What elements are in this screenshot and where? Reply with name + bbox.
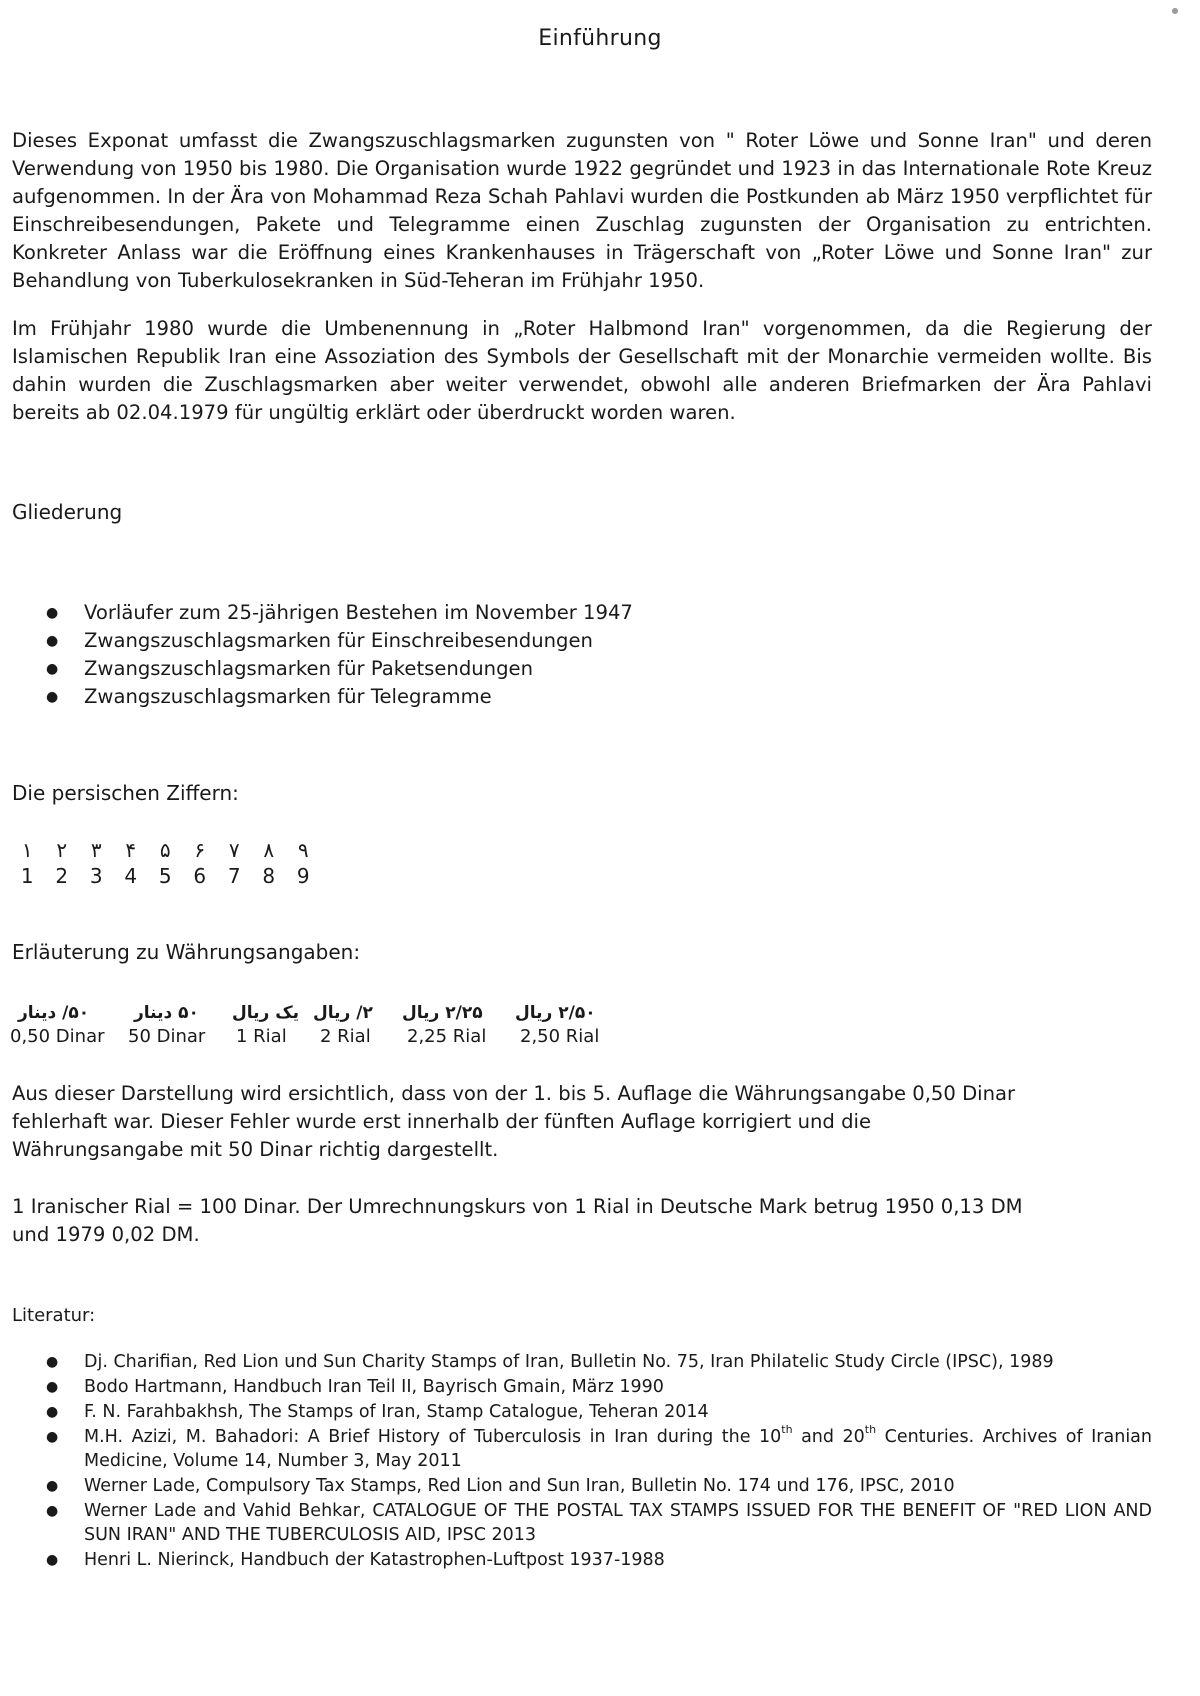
latin-digits-row [10, 864, 321, 888]
intro-paragraph-1: Dieses Exponat umfasst die Zwangszuschlagsmarken zugunsten von " Roter Löwe und Sonne Iran" und deren Verwendung von 1950 bis 1980. Die Organisation wurde 1922 gegründet und 1923 in das Internationale Rote Kreuz aufgenommen. In der Ära von Mohammad Reza Schah Pahlavi wurden die Postkunden ab März 1950 verpflichtet für Einschreibesendungen, Pakete und Telegramme einen Zuschlag zugunsten der Organisation zu entrichten. Konkreter Anlass war die Eröffnung eines Krankenhauses in Trägerschaft von „Roter Löwe und Sonne Iran" zur Behandlung von Tuberkulosekranken in Süd-Teheran im Frühjahr 1950. [12, 129, 1152, 292]
persian-digit: ۶ [194, 838, 206, 862]
latin-digit: 3 [89, 864, 103, 888]
gliederung-list [42, 599, 1152, 711]
currency-latin-label: 0,50 Dinar [10, 1026, 105, 1047]
bullet-icon: ● [46, 633, 59, 649]
bullet-icon: ● [46, 661, 59, 677]
intro-paragraph-2: Im Frühjahr 1980 wurde die Umbenennung in „Roter Halbmond Iran" vorgenommen, da die Regierung der Islamischen Republik Iran eine Assoziation des Symbols der Gesellschaft mit der Monarchie vermeiden wollte. Bis dahin wurden die Zuschlagsmarken aber weiter verwendet, obwohl alle anderen Briefmarken der Ära Pahlavi bereits ab 02.04.1979 für ungültig erklärt oder überdruckt worden waren. [12, 317, 1152, 424]
persian-digit: ۵ [159, 838, 171, 862]
currency-latin-label: 2,50 Rial [520, 1026, 600, 1047]
list-item: ● Dj. Charifian, Red Lion und Sun Charity Stamps of Iran, Bulletin No. 75, Iran Philatelic Study Circle (IPSC), 1989 [46, 1352, 1054, 1372]
list-item: ● Werner Lade, Compulsory Tax Stamps, Red Lion and Sun Iran, Bulletin No. 174 und 176, IPSC, 2010 [46, 1476, 955, 1496]
persian-digit: ١ [21, 838, 33, 862]
bullet-icon: ● [46, 1379, 59, 1395]
bullet-icon: ● [46, 1404, 59, 1420]
currency-latin-label: 50 Dinar [128, 1026, 206, 1047]
ziffern-heading: Die persischen Ziffern: [12, 781, 239, 805]
persian-digits-row [10, 838, 321, 862]
list-item: ● Henri L. Nierinck, Handbuch der Katastrophen-Luftpost 1937-1988 [46, 1550, 665, 1570]
currency-persian-label: ۵۰/ دینار [18, 1003, 90, 1023]
exchange-rate-paragraph: 1 Iranischer Rial = 100 Dinar. Der Umrechnungskurs von 1 Rial in Deutsche Mark betrug 1950 0,13 DM und 1979 0,02 DM. [12, 1195, 1023, 1246]
latin-digit: 9 [296, 864, 310, 888]
latin-digit: 8 [262, 864, 276, 888]
bullet-icon: ● [46, 1429, 59, 1445]
list-item: ● Werner Lade and Vahid Behkar, CATALOGUE OF THE POSTAL TAX STAMPS ISSUED FOR THE BENEFIT OF "RED LION AND SUN IRAN" AND THE TUBERCULOSIS AID, IPSC 2013 [46, 1501, 1152, 1545]
persian-digit: ٣ [90, 838, 102, 862]
literatur-list [42, 1350, 1152, 1573]
bullet-icon: ● [46, 1503, 59, 1519]
page-title: Einführung [538, 26, 662, 51]
currency-latin-label: 1 Rial [236, 1026, 287, 1047]
bullet-icon: ● [46, 1478, 59, 1494]
list-item: ● F. N. Farahbakhsh, The Stamps of Iran, Stamp Catalogue, Teheran 2014 [46, 1402, 709, 1422]
list-item [42, 1425, 1152, 1473]
list-item: ● Zwangszuschlagsmarken für Telegramme [42, 683, 1152, 711]
latin-digit: 2 [55, 864, 69, 888]
currency-persian-label: یک ریال [232, 1003, 300, 1023]
bullet-icon: ● [46, 1552, 59, 1568]
persian-digit: ٩ [297, 838, 309, 862]
literatur-heading: Literatur: [12, 1305, 96, 1326]
azizi-reference: M.H. Azizi, M. Bahadori: A Brief History of Tuberculosis in Iran during the 10th and 20th Centuries. Archives of Iranian Medicine, Volume 14, Number 3, May 2011 [84, 1423, 1152, 1471]
list-item: ● Vorläufer zum 25-jährigen Bestehen im November 1947 [42, 599, 1152, 627]
latin-digit: 4 [124, 864, 138, 888]
waehrung-heading: Erläuterung zu Währungsangaben: [12, 940, 361, 964]
persian-digit: ٧ [228, 838, 240, 862]
currency-latin-label: 2,25 Rial [407, 1026, 487, 1047]
list-item: ● Bodo Hartmann, Handbuch Iran Teil II, Bayrisch Gmain, März 1990 [46, 1377, 664, 1397]
persian-digit: ٨ [263, 838, 275, 862]
list-item: ● Zwangszuschlagsmarken für Paketsendungen [42, 655, 1152, 683]
currency-persian-label: ۲/۵۰ ریال [515, 1003, 596, 1023]
persian-digit: ۴ [125, 838, 137, 862]
persian-digit: ٢ [56, 838, 68, 862]
latin-digit: 5 [158, 864, 172, 888]
currency-persian-label: ۲/۲۵ ریال [402, 1003, 483, 1023]
currency-persian-label: ۲/ ریال [313, 1003, 373, 1023]
list-item: ● Zwangszuschlagsmarken für Einschreibesendungen [42, 627, 1152, 655]
bullet-icon: ● [46, 1354, 59, 1370]
currency-note-paragraph: Aus dieser Darstellung wird ersichtlich, dass von der 1. bis 5. Auflage die Währungsangabe 0,50 Dinar fehlerhaft war. Dieser Fehler wurde erst innerhalb der fünften Auflage korrigiert und die Währungsangabe mit 50 Dinar richtig dargestellt. [12, 1082, 1016, 1161]
gliederung-heading: Gliederung [12, 500, 123, 524]
currency-latin-label: 2 Rial [320, 1026, 371, 1047]
latin-digit: 6 [193, 864, 207, 888]
latin-digit: 7 [227, 864, 241, 888]
bullet-icon: ● [46, 689, 59, 705]
latin-digit: 1 [20, 864, 34, 888]
currency-persian-label: ۵۰ دینار [134, 1003, 199, 1023]
scan-mark [1172, 8, 1178, 14]
bullet-icon: ● [46, 605, 59, 621]
